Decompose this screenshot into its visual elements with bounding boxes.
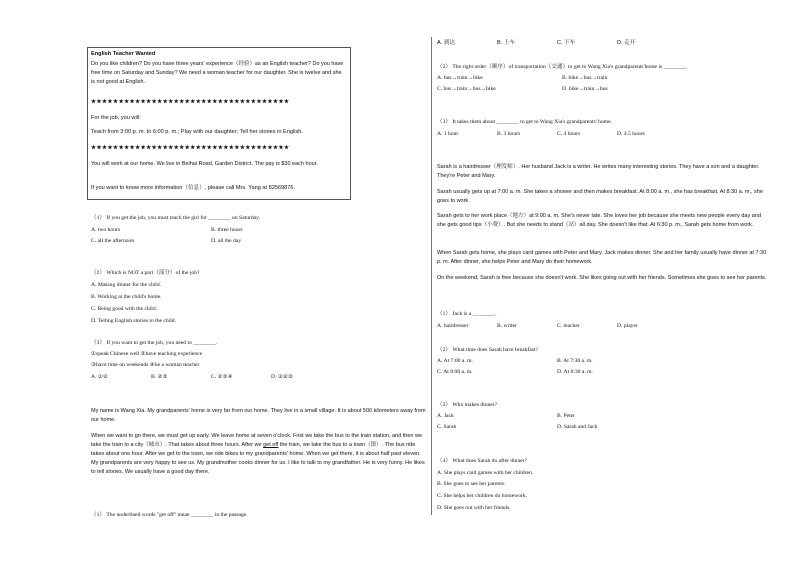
option-c[interactable]: C. At 8:00 a. m. (437, 369, 473, 375)
passage-paragraph: Sarah gets to her work place（地方）at 9:00 a. m. She's never late. She loves her job because she meets new people every day and she gets good tips（小费）. But she needs to stand（站）all day. She doesn't like that. At 6:30 p. m., Sarah gets home from work. (437, 213, 761, 228)
option-d[interactable]: D. Sarah and Jack (557, 424, 598, 430)
question-stem: （3） Who makes dinner? (437, 402, 498, 408)
passage-paragraph: Sarah usually gets up at 7:00 a. m. She takes a shower and then makes breakfast. At 8:00 a. m., she has breakfast. At 8:30 a. m., she goes to work. (437, 189, 763, 204)
option-b[interactable]: B. bike→bus→train (562, 75, 608, 81)
question-stem: （2） The right order（顺序）of transportation（交通）to get to Wang Xia's grandparents'home is ________. (437, 64, 688, 70)
option-c[interactable]: C. 4 hours (557, 131, 581, 137)
option-c[interactable]: C. Sarah (437, 424, 457, 430)
option-a[interactable]: A. Making dinner for the child. (91, 282, 162, 288)
question-stem: （1） If you get the job, you must teach the girl for ________ on Saturday. (91, 215, 260, 221)
question-stem: （4） What does Sarah do after dinner? (437, 458, 528, 464)
option-a[interactable]: A. At 7:00 a. m. (437, 358, 473, 364)
option-c[interactable]: C. teacher (557, 323, 580, 329)
question-stem: （1） The underlined words "get off" mean ________ in the passage. (91, 512, 248, 518)
question-stem: （2） Which is NOT a part（部分）of the job? (91, 270, 200, 276)
star-divider: ★★★★★★★★★★★★★★★★★★★★★★★★★★★★★★★★★★★★ (91, 99, 290, 105)
ad-contact: If you want to know more information（信息）, please call Mrs. Yang at 82569876. (91, 185, 296, 191)
option-a[interactable]: A. 1 hour (437, 131, 459, 137)
ad-title: English Teacher Wanted (91, 51, 156, 57)
option-d[interactable]: D. 4.5 hours (617, 131, 645, 137)
option-a[interactable]: A. She plays card games with her children. (437, 470, 534, 476)
option-c[interactable]: C. bus→train→bus→bike (437, 86, 496, 92)
option-b[interactable]: B. She goes to see her parents. (437, 481, 506, 487)
passage-paragraph: When we want to go there, we must get up early. We leave home at seven o'clock. First we take the bus to the train station, and then we take the train to a city（城市）. That takes about three hours. After we get off the train, we take the bus to a town（镇）. The bus ride takes about one hour. After we get to the town, we ride bikes to my grandparents' home. When we get there, it is about half past eleven. My grandparents are very happy to see us. My grandmother cooks dinner for us. I like to talk to my grandfather. He is very funny. He likes to tell stories. We usually have a good day there. (91, 433, 425, 475)
passage-paragraph: When Sarah gets home, she plays card games with Peter and Mary. Jack makes dinner. She and her family usually have dinner at 7:30 p. m. After dinner, she helps Peter and Mary do their homework. (437, 250, 767, 265)
passage-paragraph: My name is Wang Xia. My grandparents' home is very far from our home. They live in a small village. It is about 500 kilometers away from our home. (91, 408, 426, 423)
question-stem: （3） It takes them about ________ to get to Wang Xia's grandparents' home. (437, 119, 612, 125)
option-a[interactable]: A. hairdresser (437, 323, 469, 329)
choice-line-1: ①speak Chinese well ②have teaching experience (91, 351, 203, 357)
underlined-words: get off (263, 442, 279, 448)
option-c[interactable]: C. all the afternoon (91, 238, 135, 244)
option-a[interactable]: A. 到达 (437, 40, 456, 46)
option-c[interactable]: C. She helps her children do homework. (437, 493, 528, 499)
option-d[interactable]: D. She goes out with her friends. (437, 505, 511, 511)
option-b[interactable]: B. Working at the child's home. (91, 294, 162, 300)
option-d[interactable]: D. player (617, 323, 638, 329)
option-b[interactable]: B. 上车 (497, 40, 516, 46)
option-d[interactable]: D. At 8:30 a. m. (557, 369, 593, 375)
option-d[interactable]: D. all the day (211, 238, 242, 244)
passage-paragraph: Sarah is a hairdresser（理发师）. Her husband Jack is a writer. He writes many interesting stories. They have a son and a daughter. They're Peter and Mary. (437, 164, 760, 179)
passage-paragraph: On the weekend, Sarah is free because she doesn't work. She likes going out with her friends. Sometimes she goes to see her parents. (437, 275, 767, 281)
option-d[interactable]: D. ①②③ (271, 374, 293, 380)
ad-job-heading: For the job, you will: (91, 115, 141, 121)
option-d[interactable]: D. Telling English stories to the child. (91, 318, 176, 324)
ad-intro: Do you like children? Do you have three years' experience（经验）as an English teacher? Do you have free time on Saturday and Sunday? We need a woman teacher for our daughter. She is twelve and she is not good at English. (91, 61, 344, 85)
question-stem: （3） If you want to get the job, you need to ________. (91, 340, 217, 346)
option-b[interactable]: B. writer (497, 323, 517, 329)
option-b[interactable]: B. At 7:30 a. m. (557, 358, 593, 364)
option-a[interactable]: A. ①② (91, 374, 108, 380)
choice-line-2: ③have time on weekends ④be a woman teacher (91, 362, 200, 368)
option-c[interactable]: C. ②③④ (211, 374, 233, 380)
column-divider (431, 37, 432, 515)
ad-workplace: You will work at our home. We live in Beihai Road, Garden District. The pay is $30 each hour. (91, 161, 318, 167)
option-b[interactable]: B. ②③ (151, 374, 168, 380)
option-d[interactable]: D. 走开 (617, 40, 636, 46)
star-divider: ★★★★★★★★★★★★★★★★★★★★★★★★★★★★★★★★★★★★ (91, 145, 290, 151)
option-b[interactable]: B. 3 hours (497, 131, 521, 137)
option-d[interactable]: D. bike→train→bus (562, 86, 608, 92)
option-a[interactable]: A. Jack (437, 413, 454, 419)
option-b[interactable]: B. Peter (557, 413, 576, 419)
option-a[interactable]: A. two hours (91, 227, 121, 233)
option-c[interactable]: C. Being good with the child. (91, 306, 158, 312)
question-stem: （2） What time does Sarah have breakfast? (437, 347, 538, 353)
option-b[interactable]: B. three hours (211, 227, 243, 233)
option-c[interactable]: C. 下车 (557, 40, 576, 46)
question-stem: （1） Jack is a ________. (437, 311, 497, 317)
option-a[interactable]: A. bus→train→bike (437, 75, 483, 81)
ad-job-duties: Teach from 3:00 p. m. to 6:00 p. m.; Play with our daughter; Tell her stories in English. (91, 129, 303, 135)
